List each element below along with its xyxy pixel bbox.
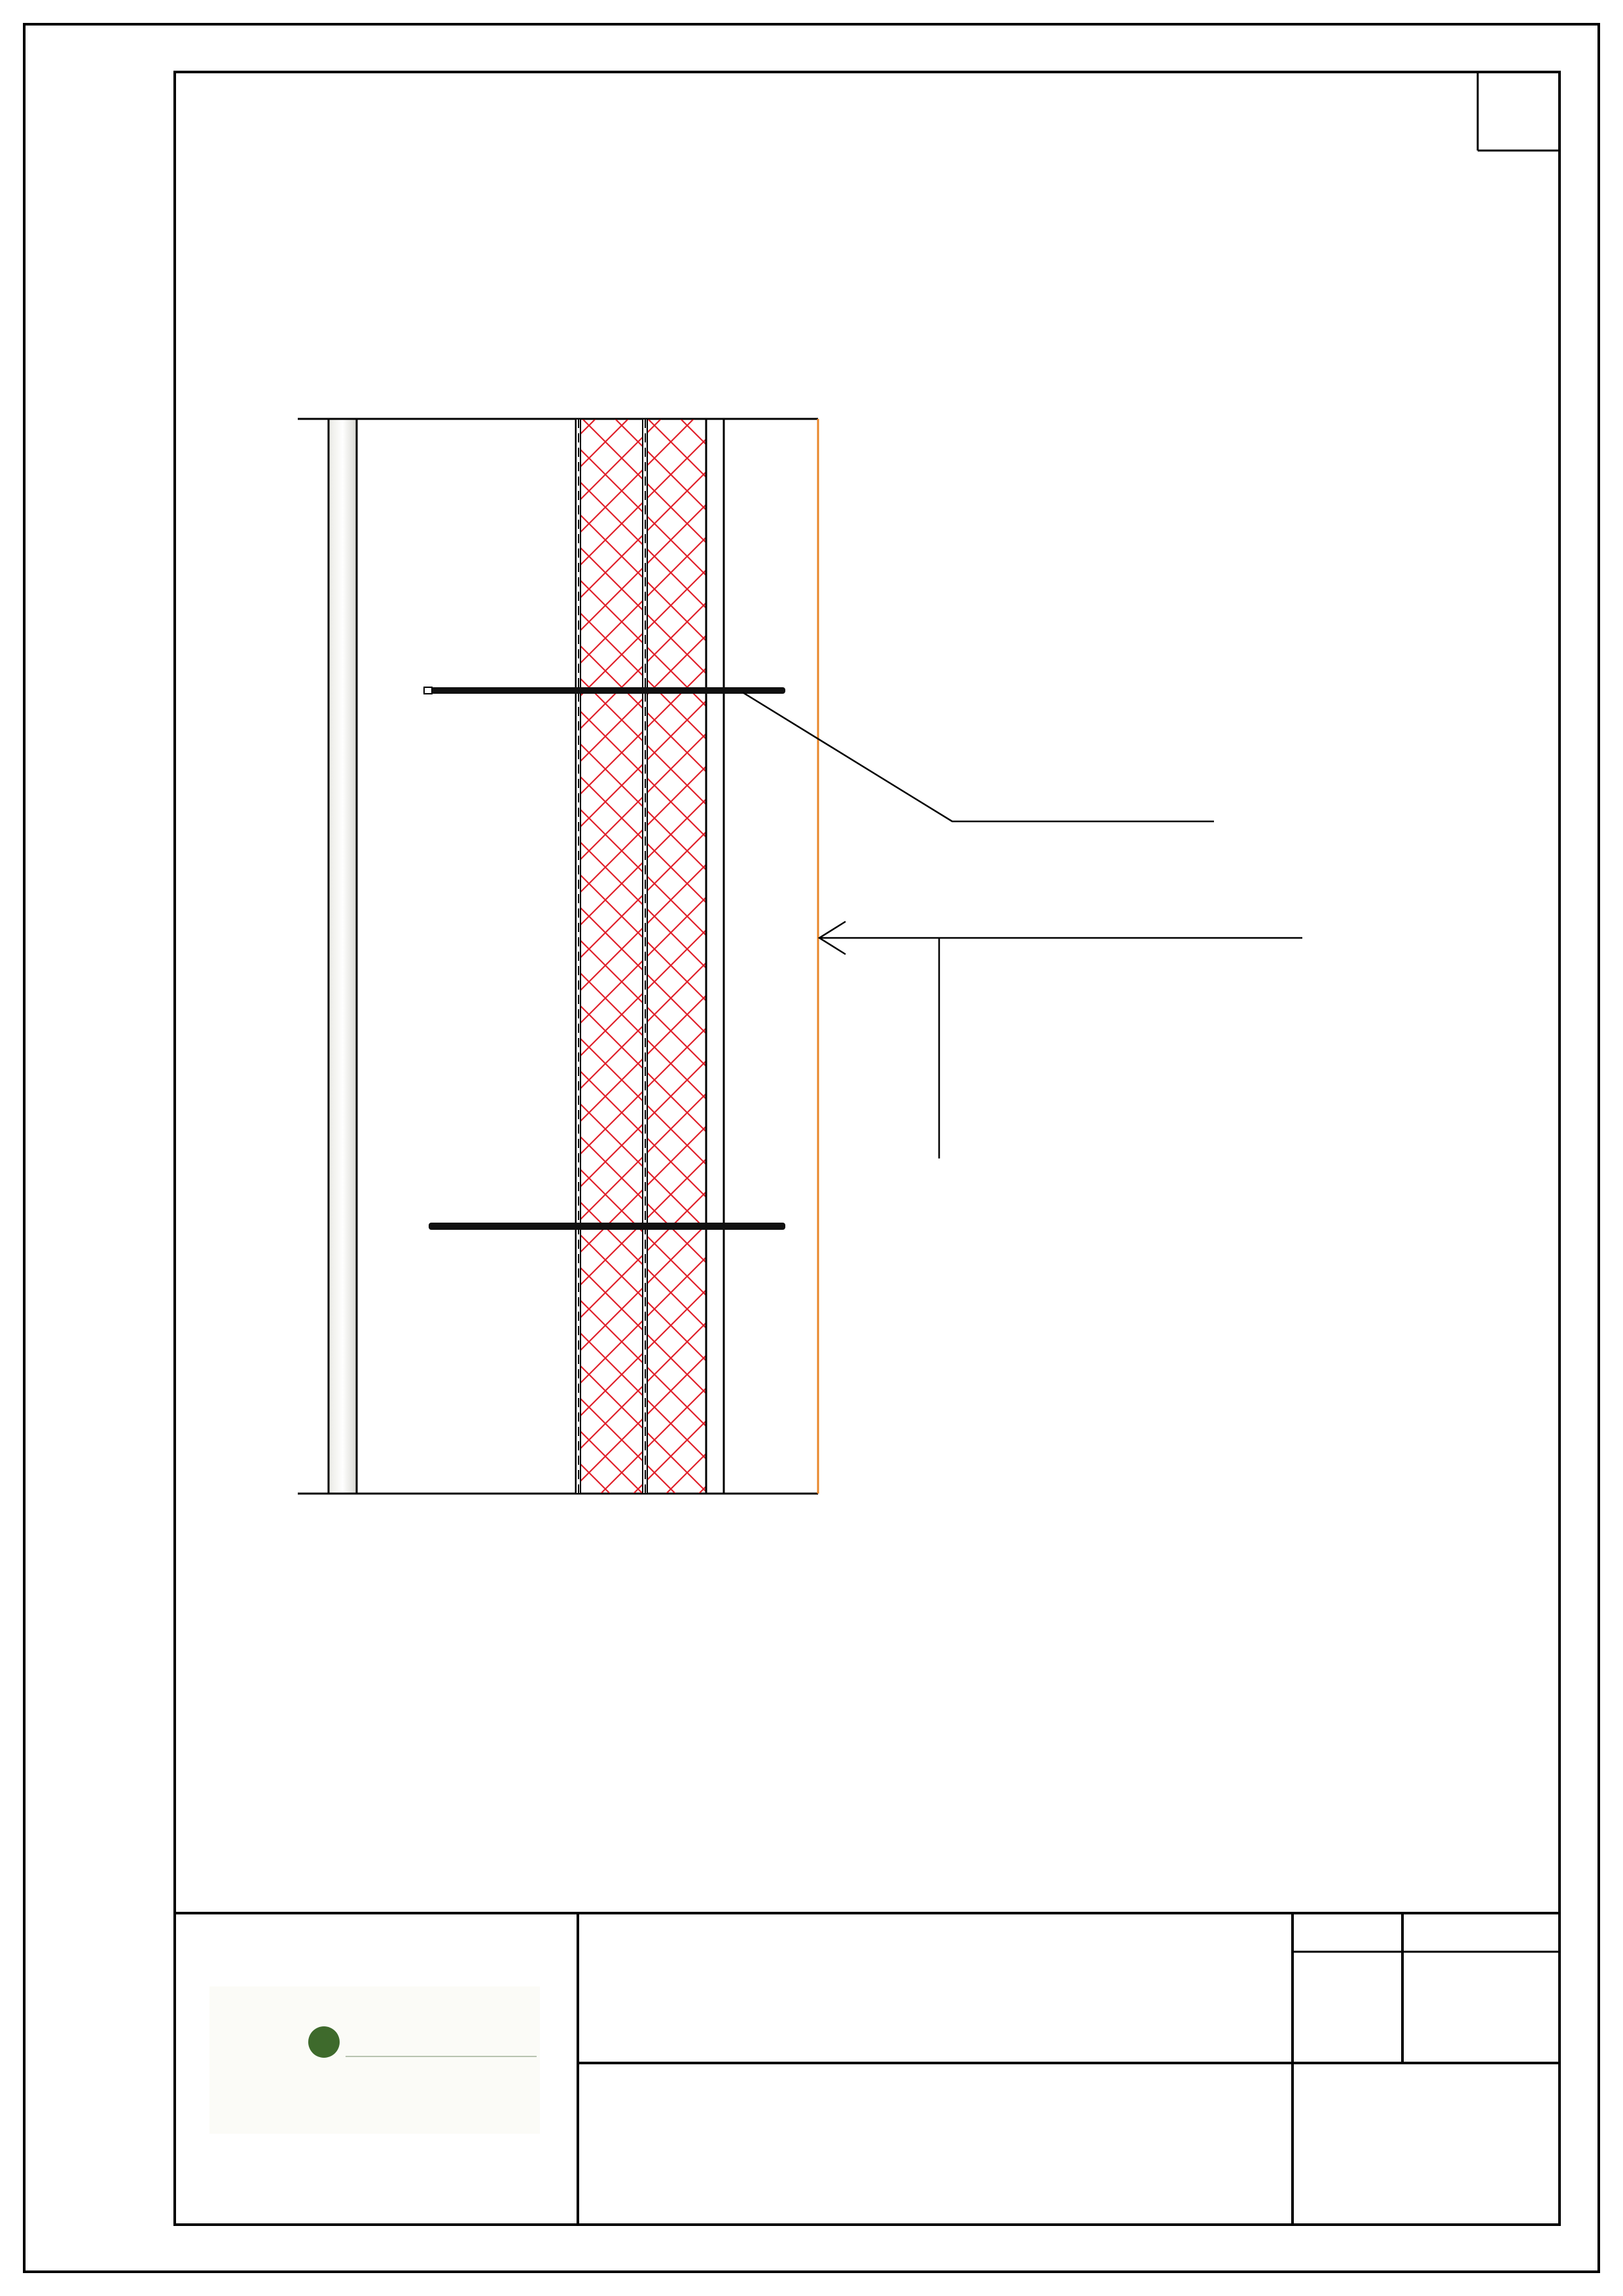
wall-section (298, 419, 1302, 1494)
outer-frame (24, 24, 1599, 2272)
title-block (175, 1913, 1560, 2225)
interior-finish (329, 419, 357, 1494)
fastener-leader (743, 692, 1214, 821)
company-logo (209, 1986, 540, 2134)
fastener-1 (424, 687, 785, 694)
page-number-box (1478, 72, 1560, 151)
layers-arrow (819, 922, 1302, 954)
foam-glass-block-2 (647, 419, 706, 1494)
fastener-2 (429, 1223, 785, 1230)
temperature-joint (706, 419, 724, 1494)
inner-frame (175, 72, 1560, 2225)
foam-glass-block-1 (580, 419, 643, 1494)
